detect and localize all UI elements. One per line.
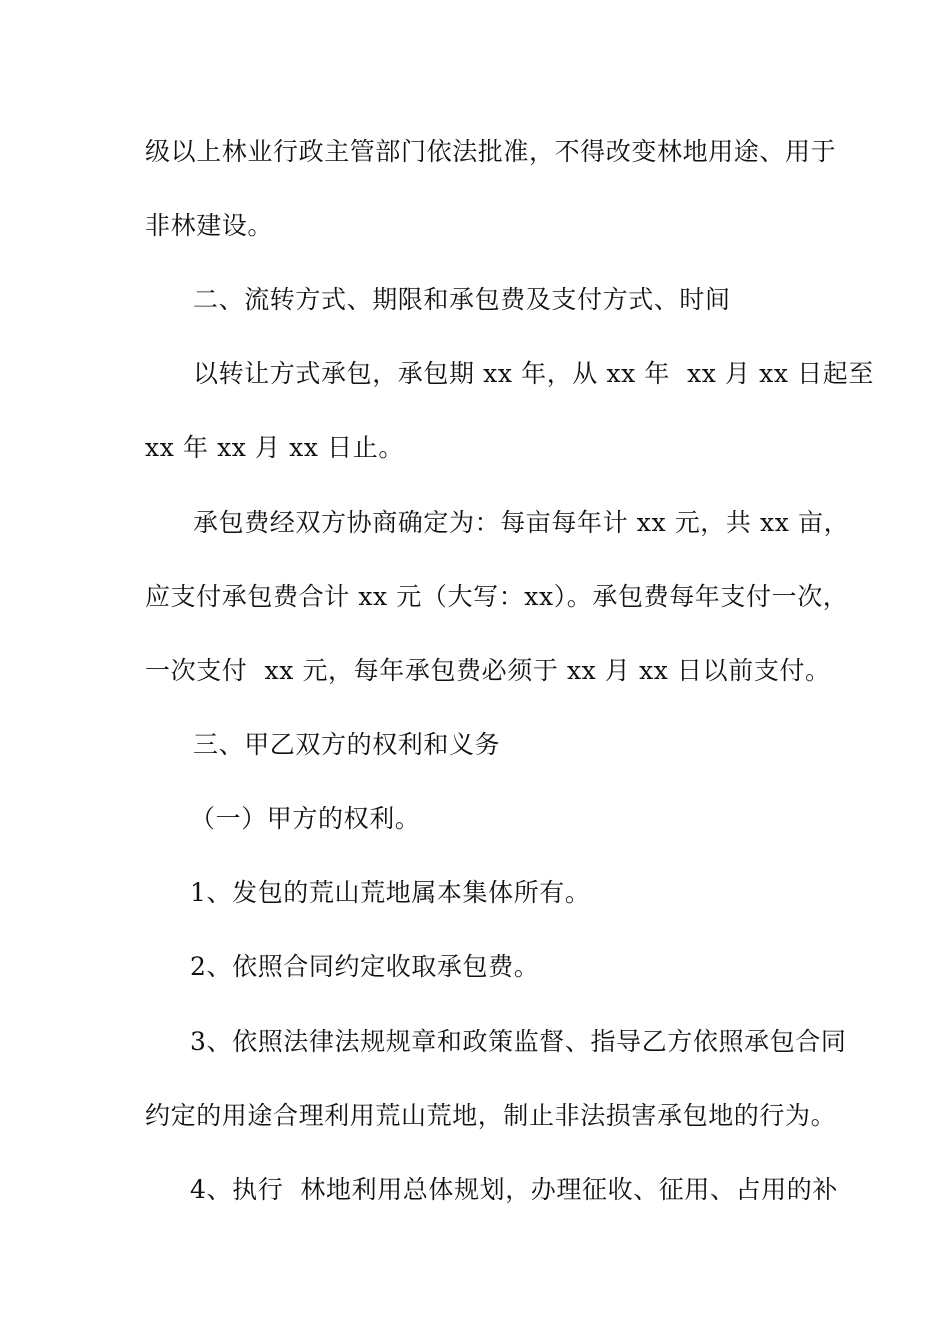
paragraph-line-4: 以转让方式承包，承包期 xx 年，从 xx 年 xx 月 xx 日起至 — [193, 359, 874, 388]
list-item-4: 4、执行 林地利用总体规划，办理征收、征用、占用的补 — [190, 1175, 839, 1204]
paragraph-line-7: 应支付承包费合计 xx 元（大写：xx）。承包费每年支付一次， — [145, 582, 849, 611]
section-heading-2: 二、流转方式、期限和承包费及支付方式、时间 — [193, 285, 731, 314]
list-item-3: 3、依照法律法规规章和政策监督、指导乙方依照承包合同 — [190, 1027, 847, 1056]
paragraph-line-8: 一次支付 xx 元，每年承包费必须于 xx 月 xx 日以前支付。 — [145, 656, 831, 685]
paragraph-line-6: 承包费经双方协商确定为：每亩每年计 xx 元，共 xx 亩， — [193, 508, 850, 537]
list-item-1: 1、发包的荒山荒地属本集体所有。 — [190, 878, 591, 907]
list-item-3-continued: 约定的用途合理利用荒山荒地，制止非法损害承包地的行为。 — [145, 1101, 837, 1130]
subsection-heading-1: （一）甲方的权利。 — [190, 804, 421, 833]
paragraph-line-5: xx 年 xx 月 xx 日止。 — [145, 433, 404, 462]
paragraph-line-2: 非林建设。 — [145, 211, 274, 240]
section-heading-3: 三、甲乙双方的权利和义务 — [193, 730, 501, 759]
paragraph-line-1: 级以上林业行政主管部门依法批准，不得改变林地用途、用于 — [145, 137, 837, 166]
list-item-2: 2、依照合同约定收取承包费。 — [190, 952, 540, 981]
